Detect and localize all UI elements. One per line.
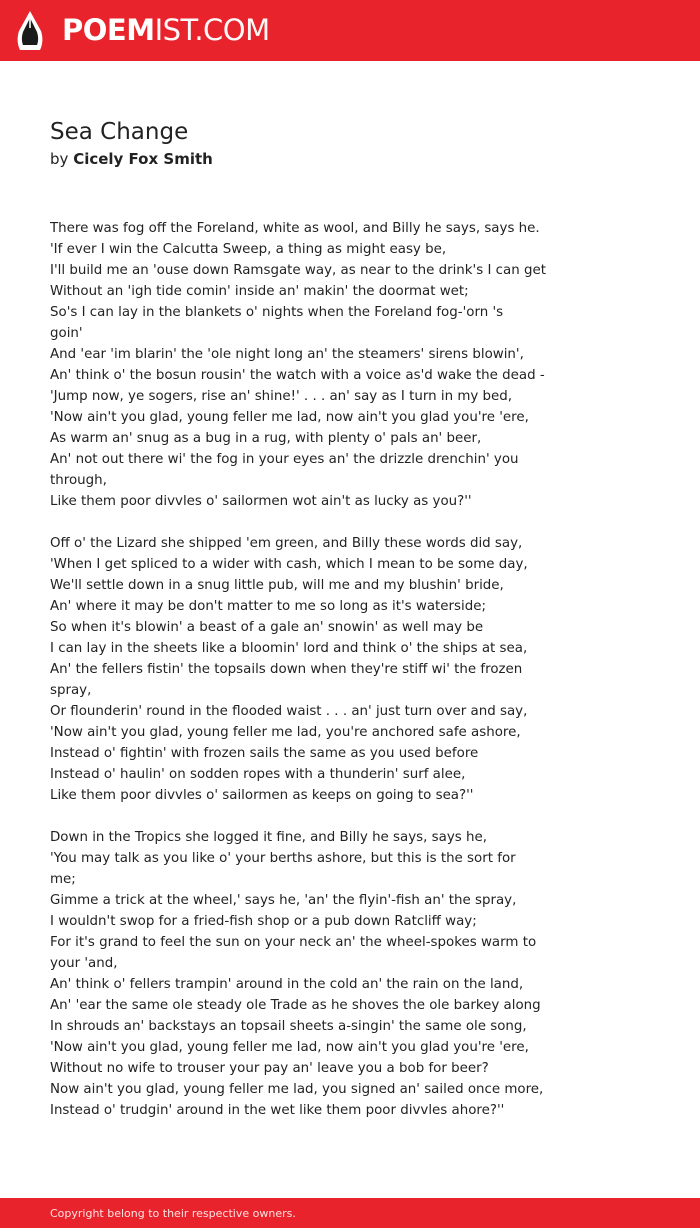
poem-line: For it's grand to feel the sun on your neck an' the wheel-spokes warm to	[50, 935, 537, 950]
poem-line: Instead o' fightin' with frozen sails the same as you used before	[50, 746, 479, 761]
poem-line: As warm an' snug as a bug in a rug, with plenty o' pals an' beer,	[50, 431, 482, 446]
poem-line: Now ain't you glad, young feller me lad, you signed an' sailed once more,	[50, 1082, 544, 1097]
poem-line: An' the fellers fistin' the topsails down when they're stiff wi' the frozen	[50, 662, 523, 677]
poem-line: We'll settle down in a snug little pub, will me and my blushin' bride,	[50, 578, 504, 593]
poem-line: spray,	[50, 683, 92, 698]
poem-line: An' 'ear the same ole steady ole Trade as he shoves the ole barkey along	[50, 998, 541, 1013]
logo-light-text: IST.COM	[154, 13, 270, 47]
pen-nib-icon	[16, 10, 44, 52]
copyright-text: Copyright belong to their respective owners.	[50, 1207, 296, 1220]
poem-line: In shrouds an' backstays an topsail sheets a-singin' the same ole song,	[50, 1019, 527, 1034]
byline	[50, 148, 213, 170]
poem-line: Like them poor divvles o' sailormen wot ain't as lucky as you?''	[50, 494, 472, 509]
poem-line: So's I can lay in the blankets o' nights when the Foreland fog-'orn 's	[50, 305, 504, 320]
poem-line: Like them poor divvles o' sailormen as keeps on going to sea?''	[50, 788, 474, 803]
poem-line: through,	[50, 473, 107, 488]
logo-bold-text: POEM	[62, 13, 155, 47]
poem-line: I can lay in the sheets like a bloomin' lord and think o' the ships at sea,	[50, 641, 528, 656]
poem-line: 'Now ain't you glad, young feller me lad, you're anchored safe ashore,	[50, 725, 521, 740]
poem-line: I wouldn't swop for a fried-fish shop or a pub down Ratcliff way;	[50, 914, 477, 929]
poem-line: Instead o' trudgin' around in the wet like them poor divvles ahore?''	[50, 1103, 505, 1118]
poem-line: 'You may talk as you like o' your berths ashore, but this is the sort for	[50, 851, 516, 866]
poem-line: 'Jump now, ye sogers, rise an' shine!' . . . an' say as I turn in my bed,	[50, 389, 513, 404]
poem-line: An' not out there wi' the fog in your eyes an' the drizzle drenchin' you	[50, 452, 519, 467]
poem-line: your 'and,	[50, 956, 118, 971]
poem-line: An' think o' fellers trampin' around in the cold an' the rain on the land,	[50, 977, 524, 992]
poem-line: There was fog off the Foreland, white as wool, and Billy he says, says he.	[50, 221, 540, 236]
poem-line: And 'ear 'im blarin' the 'ole night long an' the steamers' sirens blowin',	[50, 347, 524, 362]
poem-line: An' where it may be don't matter to me so long as it's waterside;	[50, 599, 486, 614]
author-name[interactable]: Cicely Fox Smith	[73, 150, 213, 168]
poem-line: 'If ever I win the Calcutta Sweep, a thing as might easy be,	[50, 242, 447, 257]
poem-line: 'When I get spliced to a wider with cash, which I mean to be some day,	[50, 557, 528, 572]
poem-line: me;	[50, 872, 76, 887]
poem-line: Without an 'igh tide comin' inside an' makin' the doormat wet;	[50, 284, 469, 299]
poem-line: Gimme a trick at the wheel,' says he, 'an' the flyin'-fish an' the spray,	[50, 893, 517, 908]
poem-line: Down in the Tropics she logged it fine, and Billy he says, says he,	[50, 830, 487, 845]
poem-title: Sea Change	[50, 119, 189, 145]
poem-line: I'll build me an 'ouse down Ramsgate way, as near to the drink's I can get	[50, 263, 546, 278]
site-footer	[0, 1198, 700, 1228]
site-logo-text	[62, 12, 270, 48]
poem-body	[50, 218, 560, 1142]
poem-line: Without no wife to trouser your pay an' leave you a bob for beer?	[50, 1061, 489, 1076]
poem-line: 'Now ain't you glad, young feller me lad, now ain't you glad you're 'ere,	[50, 410, 529, 425]
poem-line: goin'	[50, 326, 83, 341]
poem-line: Or flounderin' round in the flooded waist . . . an' just turn over and say,	[50, 704, 528, 719]
logo-link[interactable]	[0, 0, 270, 61]
stanza	[50, 827, 560, 1121]
poem-line: Instead o' haulin' on sodden ropes with a thunderin' surf alee,	[50, 767, 466, 782]
site-header	[0, 0, 700, 61]
stanza	[50, 533, 560, 806]
stanza	[50, 218, 560, 512]
poem-line: So when it's blowin' a beast of a gale an' snowin' as well may be	[50, 620, 484, 635]
poem-line: An' think o' the bosun rousin' the watch with a voice as'd wake the dead -	[50, 368, 545, 383]
poem-line: 'Now ain't you glad, young feller me lad, now ain't you glad you're 'ere,	[50, 1040, 529, 1055]
by-label: by	[50, 150, 69, 168]
poem-line: Off o' the Lizard she shipped 'em green, and Billy these words did say,	[50, 536, 523, 551]
